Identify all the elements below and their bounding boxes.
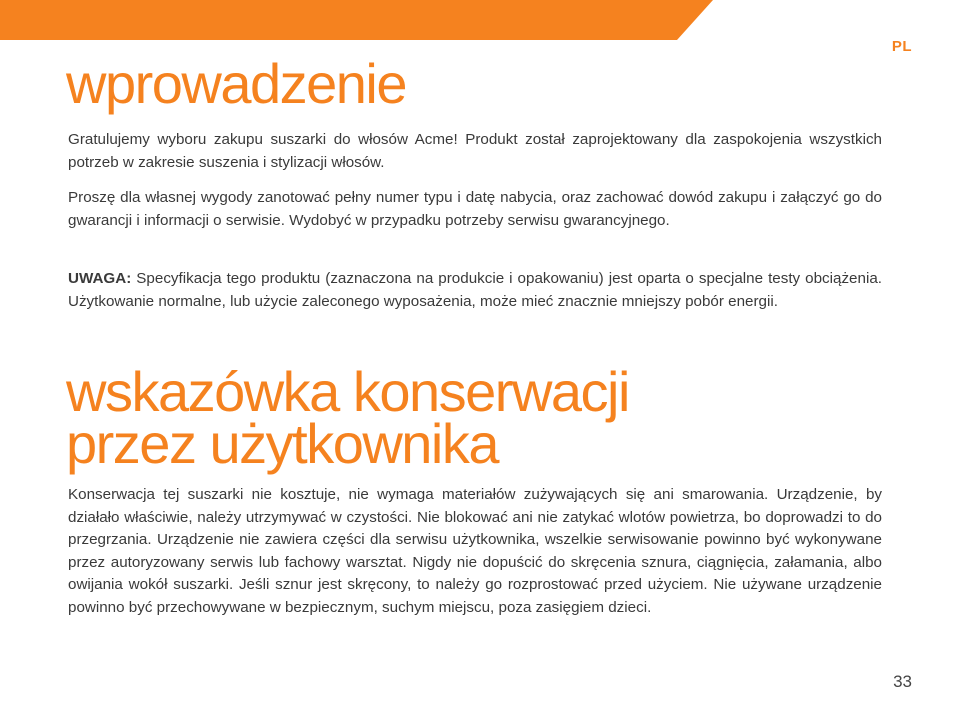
language-label: PL: [891, 38, 912, 55]
maintenance-paragraph: Konserwacja tej suszarki nie kosztuje, nie wymaga materiałów zużywających się ani smarowania. Urządzenie, by działało właściwie, należy utrzymywać w czystości. Nie blokować ani nie zatykać wlotów powietrza, bo doprowadzi to do przegrzania. Urządzenie nie zawiera części dla serwisu użytkownika, wszelkie serwisowanie powinno być wykonywane przez autoryzowany serwis lub fachowy warsztat. Nigdy nie dopuścić do skręcenia sznura, ciągnięcia, załamania, albo owijania wokół suszarki. Jeśli sznur jest skręcony, to należy go rozprostować przed użyciem. Nie używane urządzenie powinno być przechowywane w bezpiecznym, suchym miejscu, poza zasięgiem dzieci.: [68, 486, 882, 616]
section-heading-maintenance: [66, 360, 866, 475]
maintenance-heading-line2: przez użytkownika: [66, 412, 499, 475]
header-accent-shape: [0, 0, 713, 40]
section-heading-introduction: wprowadzenie: [66, 52, 406, 115]
intro-paragraph: Gratulujemy wyboru zakupu suszarki do włosów Acme! Produkt został zaprojektowany dla zaspokojenia wszystkich potrzeb w zakresie suszenia i stylizacji włosów.: [68, 131, 882, 171]
header-accent-band: [0, 0, 954, 40]
maintenance-heading-line1: wskazówka konserwacji: [66, 360, 629, 423]
page-number: 33: [893, 672, 912, 691]
purchase-record-paragraph: Proszę dla własnej wygody zanotować pełny numer typu i datę nabycia, oraz zachować dowód zakupu i załączyć go do gwarancji i informacji o serwisie. Wydobyć w przypadku potrzeby serwisu gwarancyjnego.: [68, 189, 882, 229]
note-text: Specyfikacja tego produktu (zaznaczona na produkcie i opakowaniu) jest oparta o specjalne testy obciążenia. Użytkowanie normalne, lub użycie zaleconego wyposażenia, może mieć znacznie mniejszy pobór energii.: [68, 270, 882, 310]
note-paragraph: [68, 268, 882, 313]
note-label: UWAGA:: [68, 270, 132, 287]
